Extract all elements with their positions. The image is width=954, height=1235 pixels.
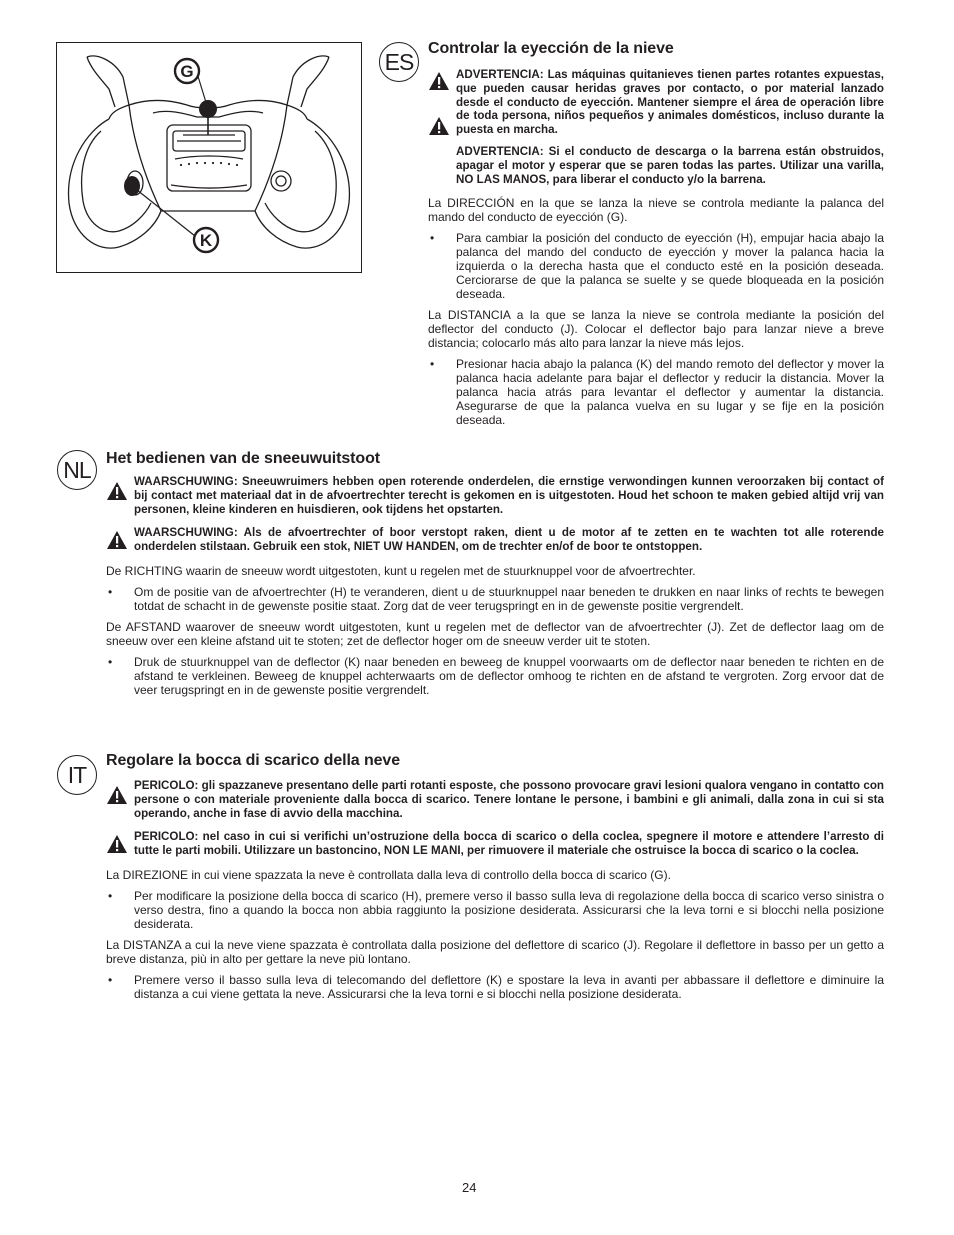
- warning-text: PERICOLO: gli spazzaneve presentano delle parti rotanti esposte, che possono provocare gravi lesioni qualora vengano in contatto con persone o con materiale proveniente dalla bocca di scarico. Tenere lontane le persone, i bambini e gli animali, dalla zona in cui si sta operando, anche in fase di avvio della macchina.: [134, 779, 884, 820]
- warning-icon: [106, 785, 128, 805]
- control-panel-figure: [56, 42, 362, 273]
- direction-paragraph: La DIRECCIÓN en la que se lanza la nieve se controla mediante la palanca del mando del conducto de eyección (G).: [428, 196, 884, 225]
- list-item: [106, 655, 884, 697]
- list-item-text: Druk de stuurknuppel van de deflector (K) naar beneden en beweeg de knuppel voorwaarts om de deflector naar beneden te richten en de afstand te verkleinen. Beweeg de knuppel achterwaarts om de deflector omhoog te richten en de afstand te vergroten. Zorg ervoor dat de veer terugspringt en in de gewenste positie vergrendelt.: [134, 654, 884, 697]
- section-title-it: Regolare la bocca di scarico della neve: [106, 752, 401, 769]
- direction-paragraph: De RICHTING waarin de sneeuw wordt uitgestoten, kunt u regelen met de stuurknuppel voor de afvoertrechter.: [106, 563, 696, 578]
- warning-block: [428, 145, 884, 186]
- section-it: [106, 751, 884, 1001]
- distance-paragraph: La DISTANZA a cui la neve viene spazzata è controllata dalla posizione del deflettore di scarico (J). Regolare il deflettore in basso per un getto a breve distanza, più in alto per gettare la neve più lontano.: [106, 937, 884, 966]
- direction-paragraph: La DIREZIONE in cui viene spazzata la neve è controllata dalla leva di controllo della bocca di scarico (G).: [106, 867, 671, 882]
- warning-text: ADVERTENCIA: Las máquinas quitanieves tienen partes rotantes expuestas, que pueden causar heridas graves por contacto, o por material lanzado desde el conducto de eyección. Mantener siempre el área de operación libre de toda persona, niños pequeños y animales domésticos, incluso durante la puesta en marcha.: [456, 68, 884, 137]
- warning-block: [106, 779, 884, 820]
- warning-block: [428, 68, 884, 137]
- list-item-text: Premere verso il basso sulla leva di telecomando del deflettore (K) e spostare la leva in avanti per abbassare il deflettore e diminuire la distanza a cui viene gettata la neve. Assicurarsi che la leva torni e si blocchi nella posizione desiderata.: [134, 972, 884, 1001]
- warning-text: WAARSCHUWING: Sneeuwruimers hebben open roterende onderdelen, die ernstige verwondingen kunnen veroorzaken bij contact of bij contact met materiaal dat in de afvoertrechter terecht is gekomen en is uitgestoten. Houd het schoon te maken gebied altijd vrij van personen, kleine kinderen en huisdieren, ook tijdens het opstarten.: [134, 475, 884, 516]
- list-item-text: Per modificare la posizione della bocca di scarico (H), premere verso il basso sulla leva di regolazione della bocca di scarico verso sinistra o verso destra, fino a quando la bocca non abbia raggiunto la posizione desiderata. Assicurarsi che la leva torni e si blocchi nella posizione desiderata.: [134, 888, 884, 931]
- warning-block: [106, 830, 884, 858]
- list-item-text: Para cambiar la posición del conducto de eyección (H), empujar hacia abajo la palanca del mando del conducto de eyección y mover la palanca hacia la izquierda o la derecha hasta que el conducto esté en la posición deseada. Cerciorarse de que la palanca se suelte y se quede bloqueada en la posición deseada.: [456, 231, 884, 302]
- warning-text: ADVERTENCIA: Si el conducto de descarga o la barrena están obstruidos, apagar el motor y esperar que se paren todas las partes. Utilizar una varilla, NO LAS MANOS, para liberar el conducto y/o la barrena.: [456, 144, 884, 186]
- section-title-nl: Het bedienen van de sneeuwuitstoot: [106, 450, 380, 467]
- distance-paragraph: La DISTANCIA a la que se lanza la nieve se controla mediante la posición del deflector del conducto (J). Colocar el deflector bajo para lanzar nieve a breve distancia; colocarlo más alto para lanzar la nieve más lejos.: [428, 308, 884, 351]
- bullet-symbol: •: [430, 357, 435, 372]
- section-es: [428, 39, 884, 427]
- warning-icon: [428, 71, 450, 91]
- bullet-symbol: •: [108, 972, 113, 987]
- section-nl: [106, 449, 884, 697]
- warning-block: [106, 526, 884, 554]
- warning-icon: [106, 834, 128, 854]
- bullet-symbol: •: [430, 231, 435, 246]
- language-badge-it: IT: [57, 755, 97, 795]
- warning-icon: [428, 116, 450, 136]
- warning-block: [106, 475, 884, 516]
- warning-icon: [106, 530, 128, 550]
- list-item: [428, 357, 884, 427]
- warning-text: PERICOLO: nel caso in cui si verifichi un’ostruzione della bocca di scarico o della coclea, spegnere il motore e attendere l’arresto di tutte le parti mobili. Utilizzare un bastoncino, NON LE MANI, per rimuovere il materiale che ostruisce la bocca di scarico o la coclea.: [134, 830, 884, 858]
- list-item-text: Om de positie van de afvoertrechter (H) te veranderen, dient u de stuurknuppel naar beneden te drukken en naar links of rechts te bewegen totdat de schacht in de gewenste positie staat. Zorg dat de veer terugspringt en in de gewenste positie vergrendelt.: [134, 584, 884, 613]
- callout-k-label: K: [199, 231, 213, 250]
- bullet-symbol: •: [108, 584, 113, 599]
- list-item: [106, 973, 884, 1001]
- warning-text: WAARSCHUWING: Als de afvoertrechter of boor verstopt raken, dient u de motor af te zetten en te wachten tot alle roterende onderdelen stilstaan. Gebruik een stok, NIET UW HANDEN, om de trechter en/of de boor te ontstoppen.: [134, 526, 884, 554]
- list-item-text: Presionar hacia abajo la palanca (K) del mando remoto del deflector y mover la palanca hacia adelante para bajar el deflector y reducir la distancia. Mover la palanca hacia atrás para levantar el deflector y aumentar la distancia. Asegurarse de que la palanca vuelva en su lugar y se fije en la posición deseada.: [456, 357, 884, 428]
- callout-g-label: G: [180, 62, 194, 81]
- list-item: [428, 231, 884, 301]
- bullet-symbol: •: [108, 888, 113, 903]
- language-badge-nl: NL: [57, 450, 97, 490]
- list-item: [106, 889, 884, 931]
- language-badge-es: ES: [379, 42, 419, 82]
- warning-icon: [106, 481, 128, 501]
- list-item: [106, 585, 884, 613]
- page-number: 24: [462, 1180, 477, 1195]
- bullet-symbol: •: [108, 654, 113, 669]
- section-title-es: Controlar la eyección de la nieve: [428, 40, 674, 57]
- control-panel-illustration: [57, 43, 361, 272]
- distance-paragraph: De AFSTAND waarover de sneeuw wordt uitgestoten, kunt u regelen met de deflector van de afvoertrechter (J). Zet de deflector laag om de sneeuw over een kleine afstand uit te stoten; zet de deflector hoger om de sneeuw verder uit te stoten.: [106, 619, 884, 648]
